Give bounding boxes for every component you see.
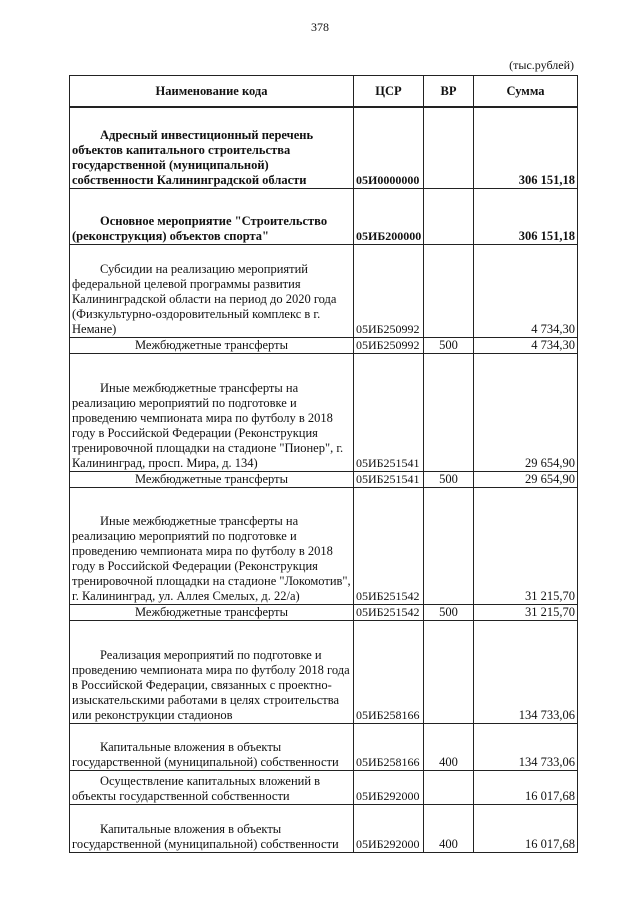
row-name: Капитальные вложения в объекты государственной (муниципальной) собственности [70, 723, 354, 770]
row-name: Межбюджетные трансферты [70, 471, 354, 487]
header-name: Наименование кода [70, 76, 354, 108]
row-vr [424, 353, 474, 471]
table-row [70, 107, 578, 188]
table-row [70, 620, 578, 723]
row-vr [424, 244, 474, 337]
row-csr: 05ИБ251541 [354, 471, 424, 487]
row-name: Капитальные вложения в объекты государственной (муниципальной) собственности [70, 804, 354, 852]
row-sum: 29 654,90 [474, 471, 578, 487]
row-name: Осуществление капитальных вложений в объекты государственной собственности [70, 770, 354, 804]
row-name: Субсидии на реализацию мероприятий федеральной целевой программы развития Калининградской области на период до 2020 года (Физкультурно-оздоровительный комплекс в г. Немане) [70, 244, 354, 337]
row-csr: 05ИБ200000 [354, 188, 424, 244]
row-sum: 4 734,30 [474, 244, 578, 337]
table-row [70, 723, 578, 770]
row-sum: 134 733,06 [474, 723, 578, 770]
table-header-row [70, 76, 578, 108]
row-csr: 05ИБ251542 [354, 604, 424, 620]
header-sum: Сумма [474, 76, 578, 108]
row-sum: 306 151,18 [474, 188, 578, 244]
row-name: Иные межбюджетные трансферты на реализацию мероприятий по подготовке и проведению чемпионата мира по футболу в 2018 году в Российской Федерации (Реконструкция тренировочной площадки на стадионе "Пионер", г. Калининград, просп. Мира, д. 134) [70, 353, 354, 471]
table-row [70, 604, 578, 620]
row-csr: 05ИБ292000 [354, 770, 424, 804]
row-vr: 500 [424, 337, 474, 353]
table-row [70, 353, 578, 471]
row-sum: 31 215,70 [474, 487, 578, 604]
table-row [70, 770, 578, 804]
row-vr [424, 188, 474, 244]
row-name: Иные межбюджетные трансферты на реализацию мероприятий по подготовке и проведению чемпионата мира по футболу в 2018 году в Российской Федерации (Реконструкция тренировочной площадки на стадионе "Локомотив", г. Калининград, ул. Аллея Смелых, д. 22/а) [70, 487, 354, 604]
row-csr: 05ИБ250992 [354, 244, 424, 337]
table-row [70, 337, 578, 353]
row-csr: 05ИБ250992 [354, 337, 424, 353]
row-sum: 16 017,68 [474, 804, 578, 852]
row-name: Межбюджетные трансферты [70, 604, 354, 620]
row-name: Реализация мероприятий по подготовке и проведению чемпионата мира по футболу 2018 года в Российской Федерации, связанных с проектно-изыскательскими работами в целях строительства или реконструкции стадионов [70, 620, 354, 723]
row-name: Адресный инвестиционный перечень объектов капитального строительства государственной (муниципальной) собственности Калининградской области [70, 107, 354, 188]
table-row [70, 188, 578, 244]
header-csr: ЦСР [354, 76, 424, 108]
page-number: 378 [311, 20, 329, 34]
table-row [70, 471, 578, 487]
row-name: Межбюджетные трансферты [70, 337, 354, 353]
row-vr: 500 [424, 471, 474, 487]
row-sum: 134 733,06 [474, 620, 578, 723]
row-vr [424, 107, 474, 188]
row-csr: 05И0000000 [354, 107, 424, 188]
row-vr: 400 [424, 723, 474, 770]
row-name: Основное мероприятие "Строительство (реконструкция) объектов спорта" [70, 188, 354, 244]
row-vr [424, 770, 474, 804]
row-csr: 05ИБ251542 [354, 487, 424, 604]
row-sum: 4 734,30 [474, 337, 578, 353]
row-vr [424, 487, 474, 604]
row-vr: 500 [424, 604, 474, 620]
row-csr: 05ИБ251541 [354, 353, 424, 471]
row-sum: 29 654,90 [474, 353, 578, 471]
row-sum: 306 151,18 [474, 107, 578, 188]
table-row [70, 804, 578, 852]
header-vr: ВР [424, 76, 474, 108]
budget-table [69, 75, 578, 853]
row-csr: 05ИБ258166 [354, 620, 424, 723]
row-csr: 05ИБ292000 [354, 804, 424, 852]
row-vr [424, 620, 474, 723]
units-label: (тыс.рублей) [509, 58, 574, 72]
table-row [70, 244, 578, 337]
row-sum: 16 017,68 [474, 770, 578, 804]
table-row [70, 487, 578, 604]
row-vr: 400 [424, 804, 474, 852]
row-sum: 31 215,70 [474, 604, 578, 620]
row-csr: 05ИБ258166 [354, 723, 424, 770]
